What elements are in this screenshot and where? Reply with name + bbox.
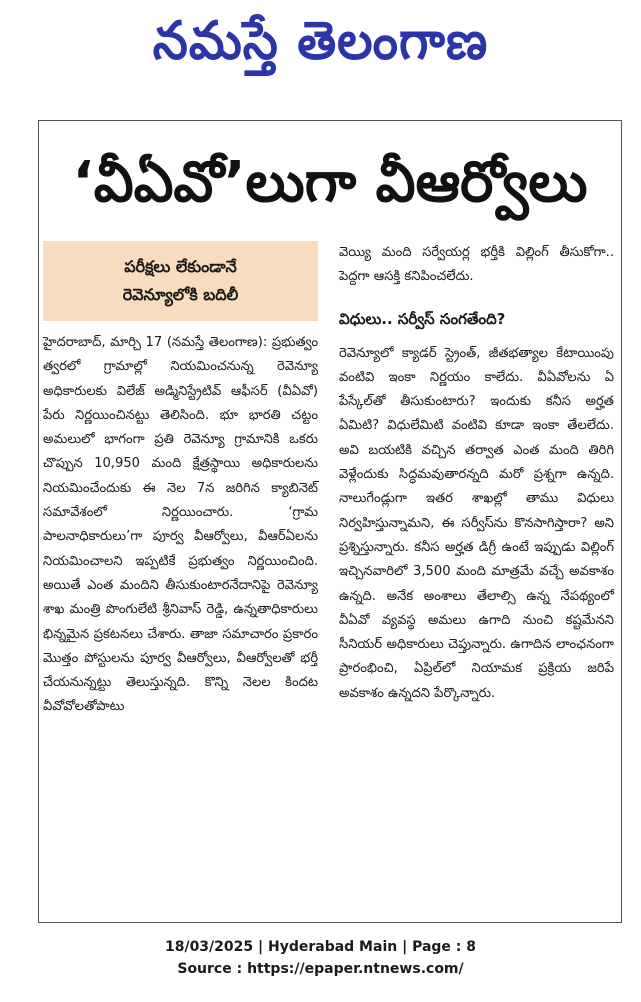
- subheadline-line-2: రెవెన్యూలోకి బదిలీ: [122, 285, 239, 304]
- subheadline-box: [43, 241, 318, 321]
- masthead-title: నమస్తే తెలంగాణ: [152, 10, 489, 72]
- article: [38, 120, 622, 923]
- right-column: [339, 241, 614, 706]
- left-body-text: హైదరాబాద్, మార్చి 17 (నమస్తే తెలంగాణ): ప్రభుత్వం త్వరలో గ్రామాల్లో నియమించనున్న రెవెన్యూ అధికారులకు విలేజ్ అడ్మినిస్ట్రేటివ్ ఆఫీసర్ (వీఏవో) పేరు నిర్ణయించినట్టు తెలిసింది. భూ భారతి చట్టం అమలులో భాగంగా ప్రతి రెవెన్యూ గ్రామానికి ఒకరు చొప్పున 10,950 మంది క్షేత్రస్థాయి అధికారులను నియమించేందుకు ఈ నెల 7న జరిగిన క్యాబినెట్ సమావేశంలో నిర్ణయించారు. ‘గ్రామ పాలనాధికారులు’గా పూర్వ వీఆర్వోలు, వీఆర్ఏలను నియమించాలని ఇప్పటికే ప్రభుత్వం నిర్ణయించింది. అయితే ఎంత మందిని తీసుకుంటారనేదానిపై రెవెన్యూ శాఖ మంత్రి పొంగులేటి శ్రీనివాస్ రెడ్డి, ఉన్నతాధికారులు భిన్నమైన ప్రకటనలు చేశారు. తాజా సమాచారం ప్రకారం మొత్తం పోస్టులను పూర్వ వీఆర్వోలు, వీఆర్వోలతో భర్తీ చేయనున్నట్టు తెలుస్తున్నది. కొన్ని నెలల కిందట వీవోవోలతోపాటు: [43, 335, 318, 715]
- left-column: [43, 241, 318, 720]
- subheadline-line-1: పరీక్షలు లేకుండానే: [124, 257, 237, 276]
- section-heading: విధులు.. సర్వీస్ సంగతేంది?: [339, 309, 506, 328]
- headline: ‘వీఏవో’లుగా వీఆర్వోలు: [72, 150, 588, 215]
- right-lead-text: వెయ్యి మంది సర్వేయర్ల భర్తీకి విల్లింగ్ తీసుకోగా.. పెద్దగా ఆసక్తి కనిపించలేదు.: [339, 245, 614, 285]
- footer-source: Source : https://epaper.ntnews.com/: [177, 961, 464, 977]
- masthead: [0, 0, 641, 95]
- right-body-text: రెవెన్యూలో క్యాడర్ స్ట్రెంత్, జీతభత్యాల కేటాయింపు వంటివి ఇంకా నిర్ణయం కాలేదు. వీఏవోలను ఏ పేస్కేల్‌తో తీసుకుంటారు? ఇందుకు కనీస అర్హత ఏమిటి? విధులేమిటి వంటివి కూడా ఇంకా తేలలేదు. అవి బయటికి వచ్చిన తర్వాత ఎంత మంది తిరిగి వెళ్లేందుకు సిద్ధమవుతారన్నది మరో ప్రశ్నగా ఉన్నది. నాలుగేండ్లుగా ఇతర శాఖల్లో తాము విధులు నిర్వహిస్తున్నామని, ఈ సర్వీస్‌ను కొనసాగిస్తారా? అని ప్రశ్నిస్తున్నారు. కనీస అర్హత డిగ్రీ ఉంటే ఇప్పుడు విల్లింగ్ ఇచ్చినవారిలో 3,500 మంది మాత్రమే వచ్చే అవకాశం ఉన్నది. అనేక అంశాలు తేలాల్సి ఉన్న నేపథ్యంలో వీఏవో వ్యవస్థ అమలు ఉగాది నుంచి కష్టమేనని సీనియర్ అధికారులు చెప్తున్నారు. ఉగాదిన లాంఛనంగా ప్రారంభించి, ఏప్రిల్‌లో నియామక ప్రక్రియ జరిపే అవకాశం ఉన్నదని పేర్కొన్నారు.: [339, 345, 614, 701]
- footer: [0, 936, 641, 980]
- footer-edition-info: 18/03/2025 | Hyderabad Main | Page : 8: [164, 939, 477, 955]
